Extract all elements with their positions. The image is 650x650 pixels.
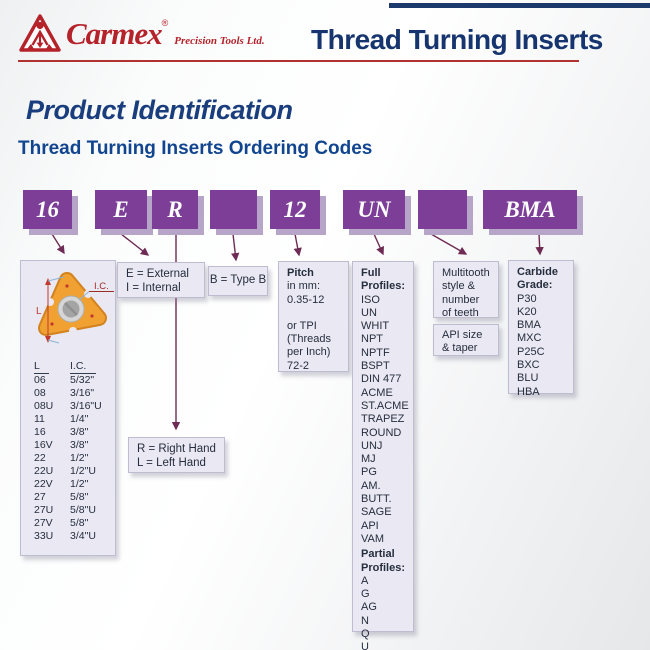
code-box-size [23,190,72,229]
table-cell: 22V [34,478,53,490]
code-box-label: R [167,196,183,222]
grade-item: K20 [517,305,537,318]
grade-panel [508,260,574,398]
size-table [21,360,115,543]
table-cell: 16V [34,439,53,451]
profile-item: ISO [361,293,380,306]
multitooth-panel [433,261,499,318]
api-panel [433,324,499,356]
table-cell: 33U [34,530,54,542]
type-panel [208,266,268,296]
brand-name: Carmex [66,16,162,51]
profile-item: UNJ [361,439,383,452]
panel-line: style & [442,280,476,293]
page-title: Thread Turning Inserts [311,24,603,55]
code-box-grade [483,190,577,229]
full-profiles-title: Profiles: [361,280,406,293]
code-box-label: UN [357,196,391,222]
profile-item: U [361,641,369,650]
panel-line: API size [442,329,483,341]
size-table-header-l: L [34,360,70,374]
size-panel [20,260,116,556]
profile-item: DIN 477 [361,373,402,386]
code-box-ext-int [95,190,147,229]
panel-line: B = Type B [209,274,267,287]
partial-profiles-title: Profiles: [361,561,406,574]
panel-line: per Inch) [287,346,331,359]
hand-panel [128,437,225,473]
table-cell: 1/2"U [70,465,96,477]
insert-diagram [21,264,117,358]
grade-item: MXC [517,332,542,345]
table-cell: 27U [34,504,54,516]
table-cell: 3/4"U [70,530,96,542]
size-table-header-ic: I.C. [70,360,115,374]
table-cell: 1/4" [70,413,89,425]
panel-line: E = External [126,268,189,280]
table-cell: 22 [34,452,46,464]
grade-item: BMA [517,319,541,332]
grade-item: BXC [517,359,540,372]
panel-line: L = Left Hand [137,457,206,469]
code-box-label: E [113,196,129,222]
table-cell: 3/8" [70,439,89,451]
panel-line: I = Internal [126,282,181,294]
panel-line: of teeth [442,306,479,319]
table-cell: 27V [34,517,53,529]
brand-tagline: Precision Tools Ltd. [174,35,265,47]
profile-item: ROUND [361,426,402,439]
subsection-heading: Thread Turning Inserts Ordering Codes [18,138,373,159]
code-box-multitooth [418,190,467,229]
profile-item: G [361,588,370,601]
panel-line: number [442,293,480,306]
panel-line: 0.35-12 [287,293,325,306]
table-cell: 1/2" [70,452,89,464]
table-cell: 27 [34,491,46,503]
profile-item: MJ [361,453,376,466]
panel-line: 72-2 [287,359,310,372]
profile-item: Q [361,628,370,641]
profile-item: NPTF [361,346,390,359]
grade-item: HBA [517,385,540,398]
profile-item: BSPT [361,360,390,373]
table-cell: 5/32" [70,374,95,386]
profile-item: PG [361,466,377,479]
panel-line: (Threads [287,333,332,346]
code-box-label: 16 [36,196,59,222]
grade-item: BLU [517,372,539,385]
profile-item: TRAPEZ [361,413,405,426]
profile-item: N [361,614,369,627]
partial-profiles-title: Partial [361,548,395,561]
code-box-label: BMA [504,196,556,222]
table-cell: 08 [34,387,46,399]
profile-item: SAGE [361,506,392,519]
table-cell: 5/8" [70,491,89,503]
code-box-hand [152,190,198,229]
table-cell: 06 [34,374,46,386]
panel-line: Multitooth [442,267,490,279]
profile-item: AM. BUTT. [361,479,392,506]
profile-item: WHIT [361,320,390,333]
code-box-profile [343,190,405,229]
table-cell: 11 [34,413,45,425]
external-internal-panel [117,262,205,298]
table-cell: 5/8" [70,517,89,529]
code-box-label: 12 [283,196,307,222]
trademark-symbol: ® [161,18,169,28]
profile-item: ACME [361,386,393,399]
grade-title: Carbide [517,266,558,278]
table-cell: 1/2" [70,478,89,490]
grade-title: Grade: [517,279,553,292]
section-heading: Product Identification [26,95,293,125]
profile-item: UN [361,306,377,319]
code-box-type [210,190,257,229]
panel-line: R = Right Hand [137,443,216,455]
full-profiles-title: Full [361,267,381,279]
grade-item: P25C [517,345,545,358]
pitch-title: Pitch [287,267,314,279]
profile-item: A [361,574,369,587]
panel-line: & taper [442,342,478,355]
table-cell: 3/16" [70,387,95,399]
inscribed-circle-label: I.C. [94,281,109,292]
pitch-panel [278,261,349,372]
table-cell: 3/16"U [70,400,102,412]
profile-item: NPT [361,333,383,346]
length-dimension-label: L [36,306,42,317]
panel-line: or TPI [287,319,317,332]
table-cell: 22U [34,465,54,477]
table-cell: 3/8" [70,426,89,438]
profile-item: AG [361,601,377,614]
table-cell: 16 [34,426,46,438]
profile-item: VAM [361,532,385,545]
profile-item: API [361,519,379,532]
grade-item: P30 [517,292,537,305]
profile-item: ST.ACME [361,399,409,412]
profiles-panel [352,261,414,650]
table-cell: 08U [34,400,54,412]
code-box-pitch [270,190,320,229]
table-cell: 5/8"U [70,504,96,516]
panel-line: in mm: [287,280,320,293]
